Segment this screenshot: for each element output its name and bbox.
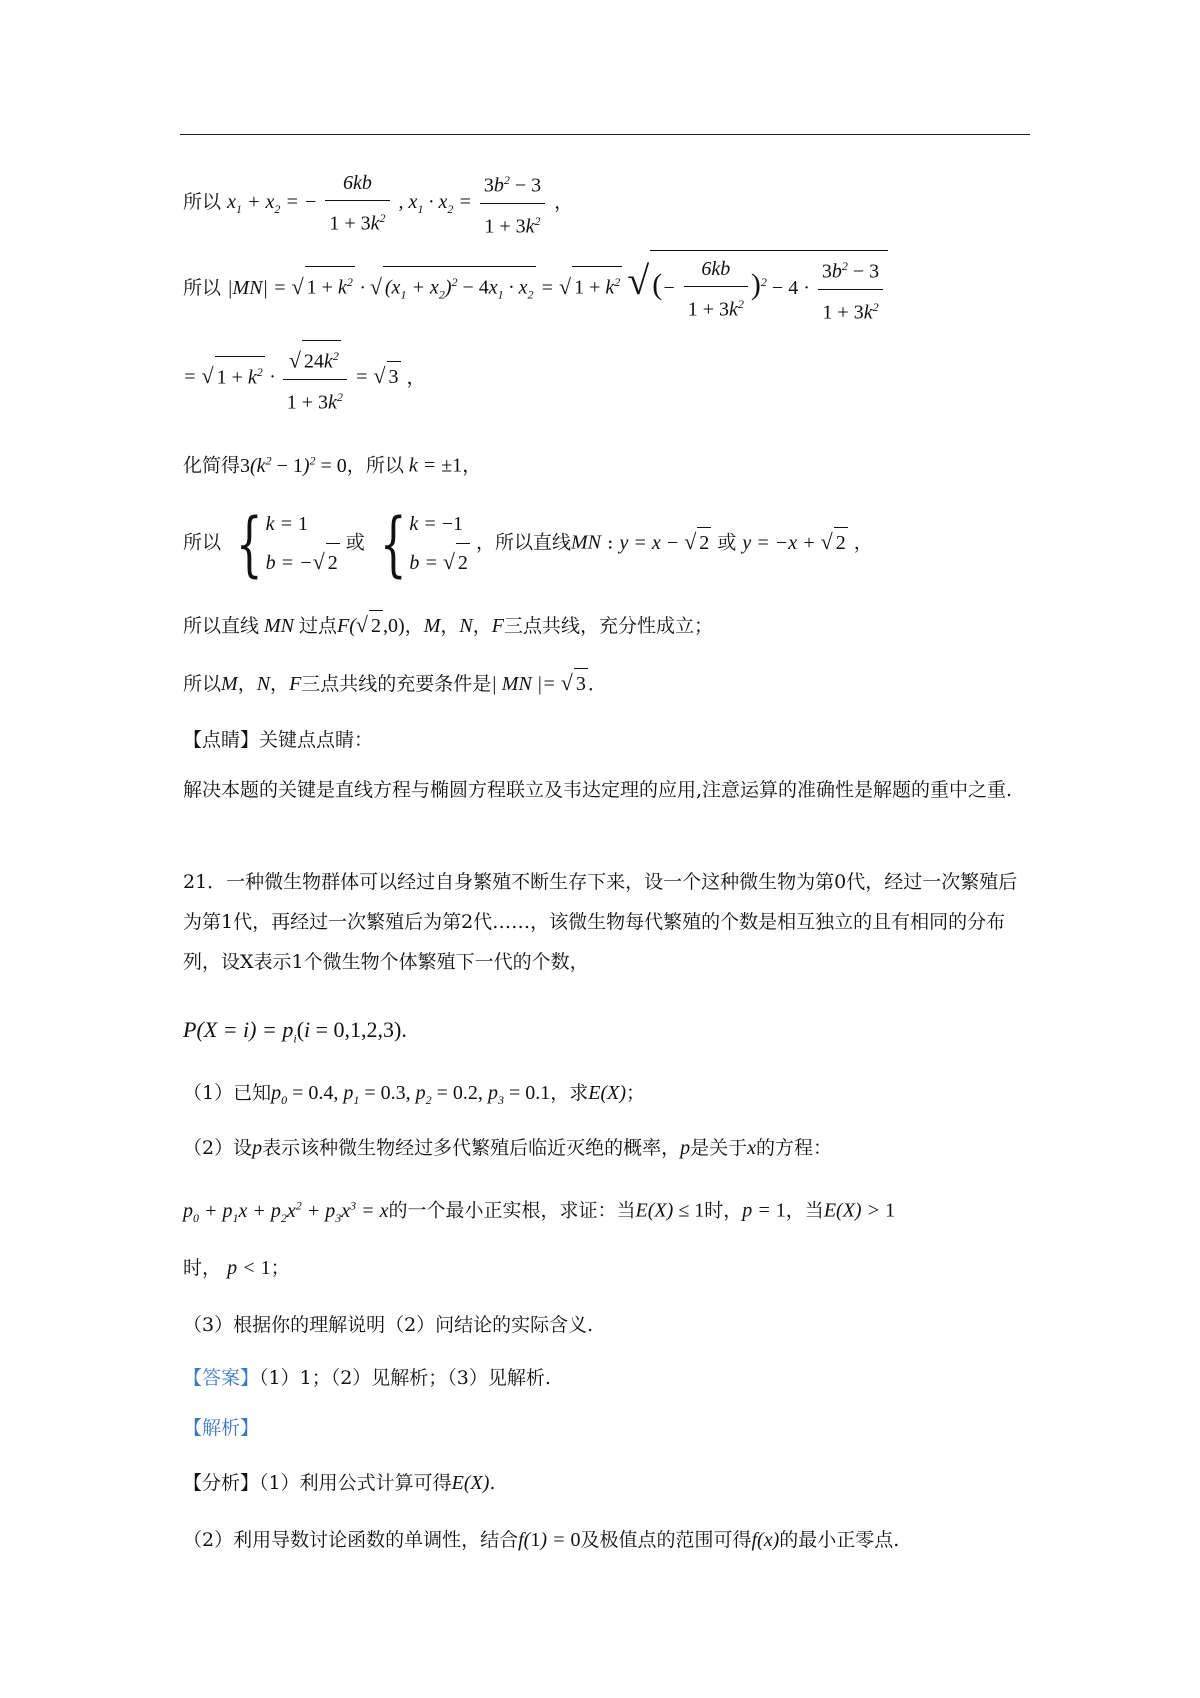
jiexi-heading: 【解析】	[183, 1417, 260, 1439]
line-passes-focus: 所以直线 MN 过点F(√ 2 ,0)，M，N，F三点共线，充分性成立；	[183, 610, 713, 641]
eq-chord-length: 所以 |MN| = √ $1 + k^2$ · √ $(x_1 + x_2)^2 - 4x_1 \cdot x_2$ = √ $1 + k^2$ √ (− $\frac{6kb}{1 + 3k^2}$ )$^2$ − 4 · $\frac{3b^2 - 3}{1 + 3k^2}$	[183, 250, 888, 327]
subquestion-2-b: $p_0 + p_1x + p_2x^2 + p_3x^3 = x$的一个最小正实根，求证：当E(X) ≤ 1时，p = 1，当E(X) > 1	[183, 1198, 896, 1225]
subquestion-3: （3）根据你的理解说明（2）问结论的实际含义.	[183, 1314, 594, 1336]
conclusion-line: 所以M，N，F三点共线的充要条件是| MN |= √ 3 ．	[183, 668, 607, 699]
header-rule	[180, 134, 1030, 135]
answer-line: 【答案】（1）1；（2）见解析；（3）见解析.	[183, 1367, 551, 1389]
dianjing-heading: 【点睛】关键点点睛：	[183, 729, 374, 751]
eq-chord-simplified: = √ $1 + k^2$ · $\frac{√ 24k^2}{1 + 3k^2}$ = √ 3 ，	[183, 340, 426, 417]
eq-cases: 所以 { k = 1 b = −√ 2 或 { k = −1 b = √ 2 ，所以直线MN : y = x − √ 2 或 y = −x + √ 2 ，	[183, 502, 873, 585]
fenxi-line: 【分析】（1）利用公式计算可得E(X).	[183, 1472, 496, 1494]
subquestion-2-a: （2）设p表示该种微生物经过多代繁殖后临近灭绝的概率，p是关于x的方程：	[183, 1137, 833, 1159]
subquestion-2-c: 时， p < 1；	[183, 1257, 290, 1279]
fenxi-line-2: （2）利用导数讨论函数的单调性，结合f(1) = 0及极值点的范围可得f(x)的最小正零点.	[183, 1529, 900, 1551]
distribution-formula: $P(X = i) = p_i(i = 0,1,2,3)$.	[183, 1017, 407, 1046]
eq-vieta: 所以 $x_1 + x_2$ = − $\frac{6kb}{1 + 3k^2}$ , $x_1 \cdot x_2$ = $\frac{3b^2 - 3}{1 + 3k^2}$ ，	[183, 165, 573, 241]
subquestion-1: （1）已知$p_0 = 0.4$, $p_1 = 0.3$, $p_2 = 0.2$, $p_3 = 0.1$，求E(X)；	[183, 1082, 646, 1107]
question-21: 21．一种微生物群体可以经过自身繁殖不断生存下来，设一个这种微生物为第0代，经过一次繁殖后为第1代，再经过一次繁殖后为第2代……，该微生物每代繁殖的个数是相互独立的且有相同的分布列，设X表示1个微生物个体繁殖下一代的个数，	[183, 871, 1018, 973]
dianjing-body: 解决本题的关键是直线方程与椭圆方程联立及韦达定理的应用,注意运算的准确性是解题的重中之重.	[183, 779, 1013, 801]
eq-k-solution: 化简得$3(k^2 - 1)^2 = 0$，所以 k = ±1，	[183, 453, 482, 477]
